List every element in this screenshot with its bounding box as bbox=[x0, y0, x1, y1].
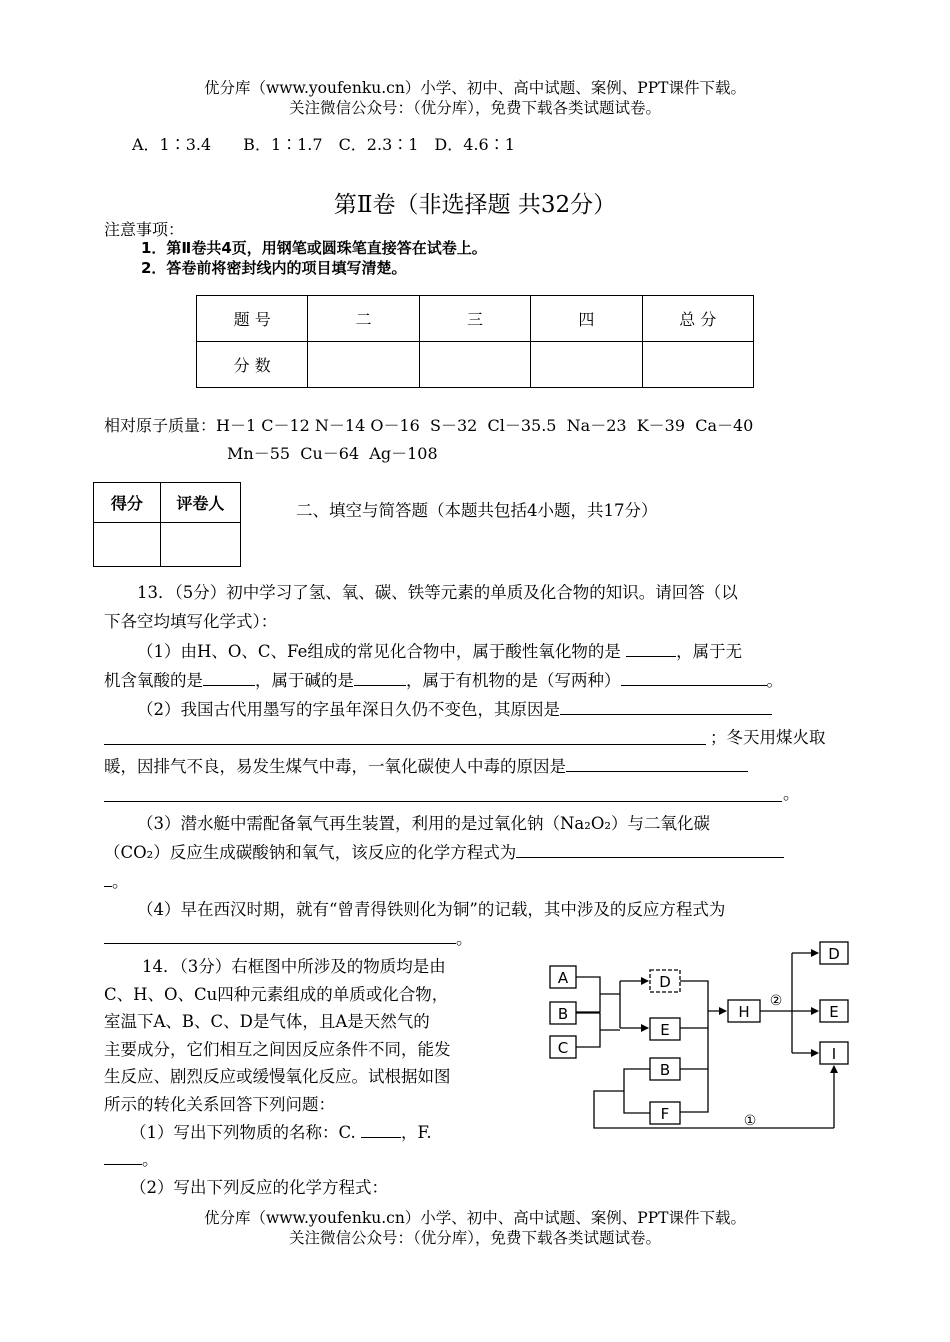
footer-line-1: 优分库（www.youfenku.cn）小学、初中、高中试题、案例、PPT课件下载。 bbox=[203, 1209, 747, 1227]
score-table bbox=[196, 295, 754, 388]
q13-part2-line3 bbox=[104, 752, 848, 781]
score-header-2: 二 bbox=[308, 296, 419, 342]
q13-p4a: （4）早在西汉时期，就有“曾青得铁则化为铜”的记载，其中涉及的反应方程式为 bbox=[137, 900, 726, 919]
q13-blank-base[interactable] bbox=[354, 667, 406, 686]
answer-options: A．1∶3.4 B．1∶1.7 C．2.3∶1 D．4.6∶1 bbox=[132, 135, 515, 154]
part2-title: 二、填空与简答题（本题共包括4小题，共17分） bbox=[296, 501, 658, 520]
q13-p1a: （1）由H、O、C、Fe组成的常见化合物中，属于酸性氧化物的是 bbox=[137, 642, 621, 661]
q13-blank-organic[interactable] bbox=[621, 667, 767, 686]
diagram-text-d-mid: D bbox=[659, 973, 671, 991]
q13-part3-line3 bbox=[104, 867, 848, 896]
diagram-line-bf bbox=[624, 1069, 650, 1113]
diagram-text-c: C bbox=[557, 1039, 569, 1057]
diagram-label-2: ② bbox=[769, 993, 783, 1009]
score-header-4: 四 bbox=[531, 296, 642, 342]
diagram-text-e-right: E bbox=[829, 1003, 839, 1021]
q13-blank-copper-equation[interactable] bbox=[104, 925, 456, 944]
q13-p3a: （3）潜水艇中需配备氧气再生装置，利用的是过氧化钠（Na₂O₂）与二氧化碳 bbox=[137, 814, 711, 833]
diagram-text-d-right: D bbox=[828, 945, 840, 963]
notice-title: 注意事项： bbox=[104, 220, 185, 239]
atomic-mass-line-1: 相对原子质量：H－1 C－12 N－14 O－16 S－32 Cl－35.5 Na－23 K－39 Ca－40 bbox=[104, 416, 754, 435]
q14-line-2: C、H、O、Cu四种元素组成的单质或化合物， bbox=[104, 984, 449, 1004]
notice-item-1: 1．第Ⅱ卷共4页，用钢笔或圆珠笔直接答在试卷上。 bbox=[141, 239, 487, 257]
q13-p3b: （CO₂）反应生成碳酸钠和氧气，该反应的化学方程式为 bbox=[104, 843, 517, 862]
footer-line-2: 关注微信公众号：（优分库），免费下载各类试题试卷。 bbox=[288, 1229, 661, 1247]
q13-part1-line1 bbox=[104, 637, 848, 666]
diagram-text-i: I bbox=[831, 1045, 837, 1063]
grader-table bbox=[93, 482, 241, 567]
q14-body bbox=[104, 953, 514, 1201]
grader-name-cell[interactable] bbox=[160, 523, 240, 567]
diagram-text-h: H bbox=[738, 1003, 750, 1021]
diagram-text-e-mid: E bbox=[660, 1021, 670, 1039]
q14-p1b: ，F. bbox=[401, 1122, 432, 1142]
score-header-label: 题 号 bbox=[197, 296, 308, 342]
header-line-2: 关注微信公众号：（优分库），免费下载各类试题试卷。 bbox=[288, 99, 661, 117]
q13-part3-line2 bbox=[104, 838, 848, 867]
q13-p1d: ，属于碱的是 bbox=[255, 671, 354, 690]
q13-blank-ink-reason-cont[interactable] bbox=[104, 744, 706, 745]
score-cell-2[interactable] bbox=[308, 342, 419, 388]
score-cell-4[interactable] bbox=[531, 342, 642, 388]
q13-part2-line1 bbox=[104, 695, 848, 724]
q13-blank-co-reason-cont[interactable] bbox=[104, 801, 782, 802]
grader-name-label: 评卷人 bbox=[160, 483, 240, 523]
q14-line-5: 生反应、剧烈反应或缓慢氧化反应。试根据如图 bbox=[104, 1067, 451, 1087]
q14-p1c: 。 bbox=[142, 1150, 159, 1170]
q14-part1 bbox=[104, 1119, 514, 1147]
q14-part1-line2 bbox=[104, 1146, 514, 1174]
q13-p1e: ，属于有机物的是（写两种） bbox=[406, 671, 621, 690]
q14-p1a: （1）写出下列物质的名称：C. bbox=[130, 1122, 356, 1142]
q13-p1c: 机含氧酸的是 bbox=[104, 671, 203, 690]
q14-line-6: 所示的转化关系回答下列问题： bbox=[104, 1094, 335, 1114]
q13-p1f: 。 bbox=[766, 671, 783, 690]
q13-p1b: ，属于无 bbox=[676, 642, 743, 661]
q13-blank-na2o2-equation[interactable] bbox=[516, 839, 784, 858]
q13-intro-2: 下各空均填写化学式）： bbox=[104, 612, 278, 631]
grader-score-cell[interactable] bbox=[94, 523, 161, 567]
q14-blank-c-name[interactable] bbox=[361, 1119, 401, 1138]
q14-line-4: 主要成分，它们相互之间因反应条件不同，能发 bbox=[104, 1039, 451, 1059]
score-header-total: 总 分 bbox=[642, 296, 753, 342]
diagram-text-f: F bbox=[660, 1105, 670, 1123]
diagram-text-b: B bbox=[557, 1005, 569, 1023]
diagram-loop-line bbox=[594, 1091, 834, 1128]
q13-p2d: 。 bbox=[783, 784, 800, 803]
q13-p2c: 暖，因排气不良，易发生煤气中毒，一氧化碳使人中毒的原因是 bbox=[104, 757, 566, 776]
diagram-line-bc bbox=[576, 1013, 600, 1047]
q13-p3c: 。 bbox=[112, 872, 129, 891]
diagram-line-ab bbox=[576, 977, 600, 1012]
grader-score-label: 得分 bbox=[94, 483, 161, 523]
diagram-line-merge bbox=[680, 981, 708, 1112]
score-cell-3[interactable] bbox=[419, 342, 530, 388]
q13-p2a: （2）我国古代用墨写的字虽年深日久仍不变色，其原因是 bbox=[137, 700, 560, 719]
diagram-text-a: A bbox=[557, 969, 569, 987]
score-row-label: 分 数 bbox=[197, 342, 308, 388]
diagram-text-b-mid: B bbox=[659, 1061, 671, 1079]
q13-part1-line2 bbox=[104, 666, 848, 695]
q13-p2b: ；冬天用煤火取 bbox=[710, 728, 826, 747]
atomic-mass-line-2: Mn－55 Cu－64 Ag－108 bbox=[227, 444, 438, 463]
q13-blank-co-reason[interactable] bbox=[566, 753, 748, 772]
q14-line-3: 室温下A、B、C、D是气体，且A是天然气的 bbox=[104, 1012, 430, 1032]
q14-p2: （2）写出下列反应的化学方程式： bbox=[130, 1177, 388, 1197]
diagram-label-1: ① bbox=[743, 1113, 757, 1129]
q13-intro-1: 13．（5分）初中学习了氢、氧、碳、铁等元素的单质及化合物的知识。请回答（以 bbox=[137, 583, 738, 602]
header-line-1: 优分库（www.youfenku.cn）小学、初中、高中试题、案例、PPT课件下载。 bbox=[203, 79, 747, 97]
notice-item-2: 2．答卷前将密封线内的项目填写清楚。 bbox=[141, 259, 407, 277]
q13-blank-ink-reason[interactable] bbox=[560, 696, 772, 715]
q13-blank-acid-oxide[interactable] bbox=[626, 638, 676, 657]
q14-blank-f-name[interactable] bbox=[104, 1146, 142, 1165]
q13-p4b: 。 bbox=[456, 929, 473, 948]
score-header-3: 三 bbox=[419, 296, 530, 342]
q13-blank-acid[interactable] bbox=[203, 667, 255, 686]
score-cell-total[interactable] bbox=[642, 342, 753, 388]
q14-line-1: 14．（3分）右框图中所涉及的物质均是由 bbox=[142, 957, 446, 976]
section-title: 第Ⅱ卷（非选择题 共32分） bbox=[333, 192, 617, 218]
q13-blank-na2o2-equation-cont[interactable] bbox=[104, 868, 112, 887]
reaction-flow-diagram bbox=[540, 932, 860, 1136]
